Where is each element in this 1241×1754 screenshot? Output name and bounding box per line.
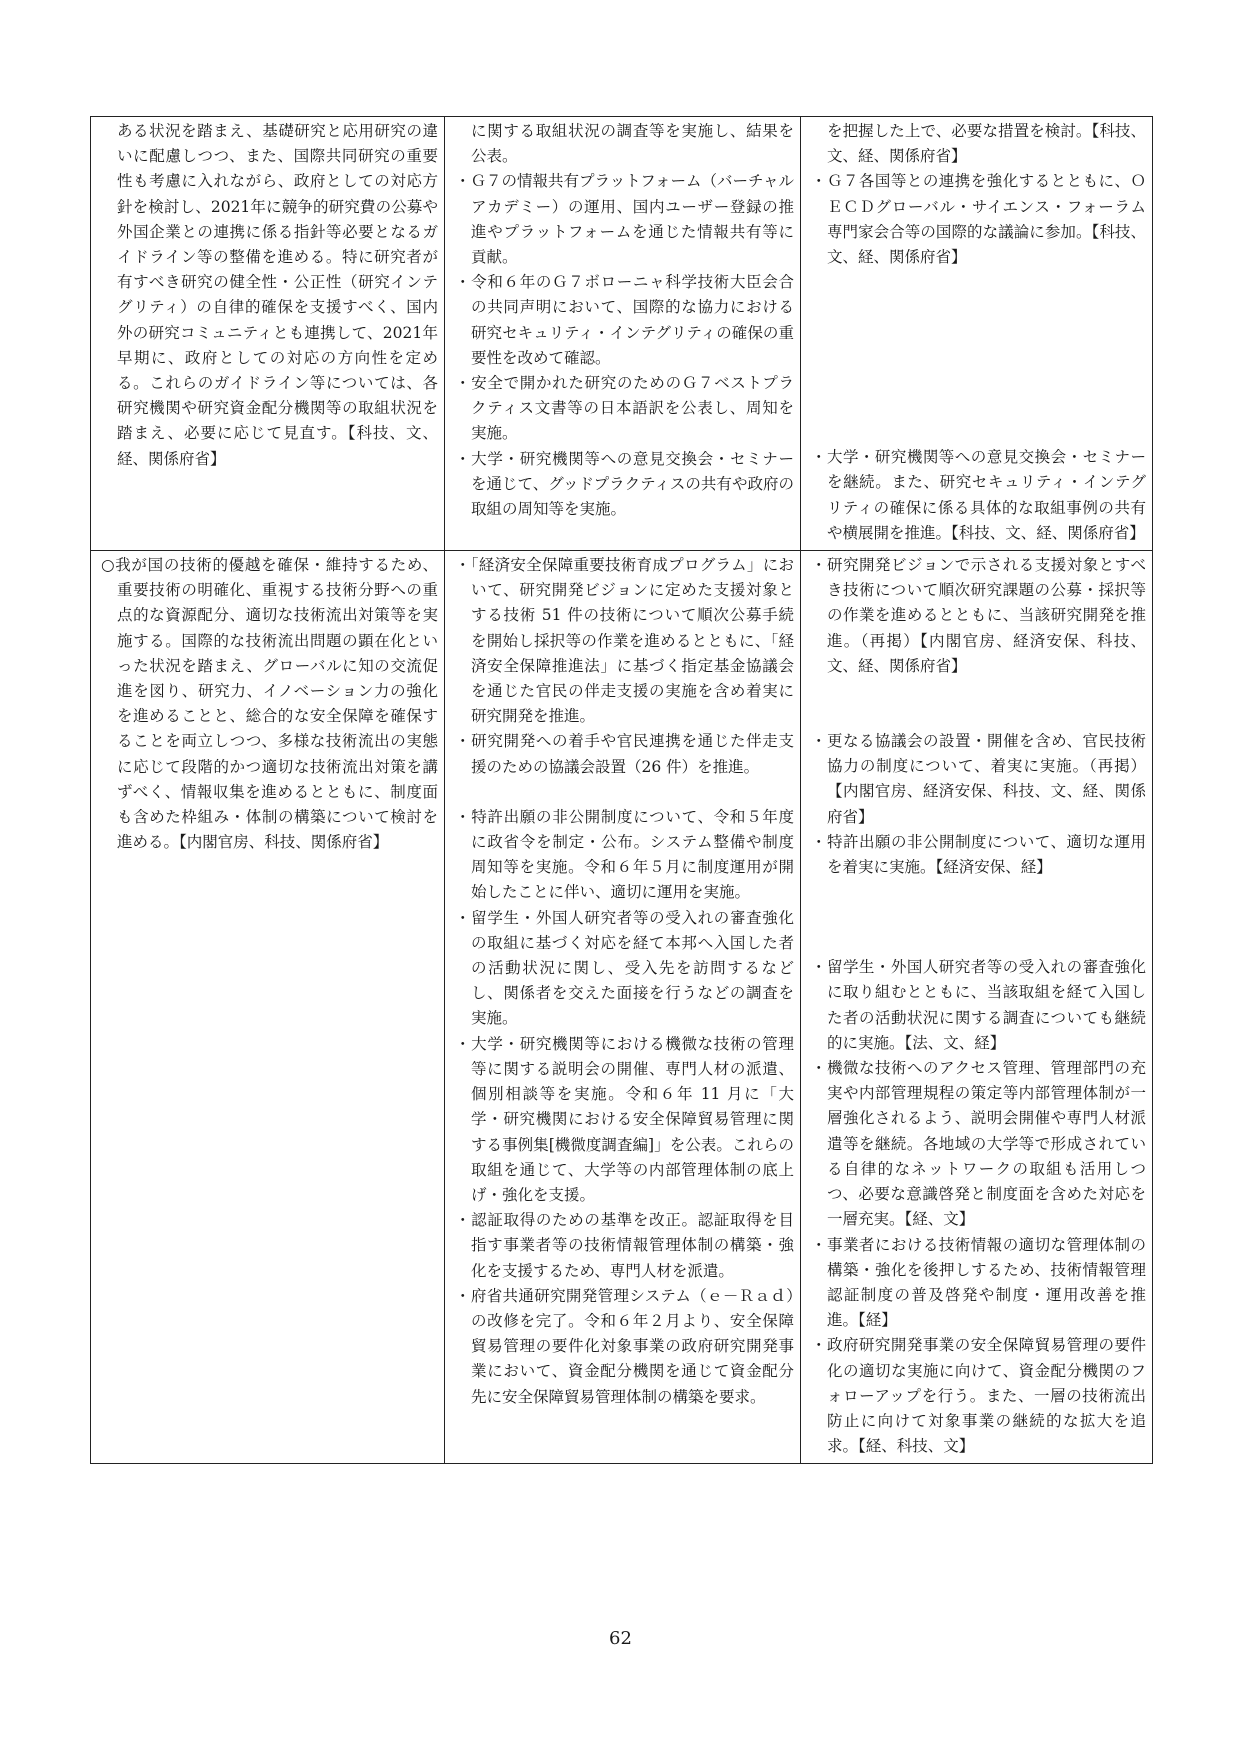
plan-item: ・大学・研究機関等への意見交換会・セミナーを継続。また、研究セキュリティ・インテグリティの確保に係る具体的な取組事例の共有や横展開を推進。【科技、文、経、関係府省】 xyxy=(811,448,1146,542)
progress-item: ・研究開発への着手や官民連携を通じた伴走支援のための協議会設置（26 件）を推進。 xyxy=(455,732,794,776)
measures-table xyxy=(90,116,1153,1464)
policy-text: ある状況を踏まえ、基礎研究と応用研究の違いに配慮しつつ、また、国際共同研究の重要性も考慮に入れながら、政府としての対応方針を検討し、2021年に競争的研究費の公募や外国企業との連携に係る指針等必要となるガイドライン等の整備を進める。特に研究者が有すべき研究の健全性・公正性（研究インテグリティ）の自律的確保を支援すべく、国内外の研究コミュニティとも連携して、2021年早期に、政府としての対応の方向性を定める。これらのガイドライン等については、各研究機関や研究資金配分機関等の取組状況を踏まえ、必要に応じて見直す。【科技、文、経、関係府省】 xyxy=(117,122,438,468)
progress-item: ・安全で開かれた研究のためのＧ７ベストプラクティス文書等の日本語訳を公表し、周知を実施。 xyxy=(455,374,794,443)
plan-item: ・特許出願の非公開制度について、適切な運用を着実に実施。【経済安保、経】 xyxy=(811,832,1146,877)
progress-cell xyxy=(445,551,801,1464)
plan-item: ・研究開発ビジョンで示される支援対象とすべき技術について順次研究課題の公募・採択等の作業を進めるとともに、当該研究開発を推進。（再掲）【内閣官房、経済安保、科技、文、経、関係府省】 xyxy=(811,556,1146,675)
plan-item: ・更なる協議会の設置・開催を含め、官民技術協力の制度について、着実に実施。（再掲）【内閣官房、経済安保、科技、文、経、関係府省】 xyxy=(811,732,1146,826)
plan-item: ・Ｇ７各国等との連携を強化するとともに、ＯＥＣＤグローバル・サイエンス・フォーラム専門家会合等の国際的な議論に参加。【科技、文、経、関係府省】 xyxy=(811,172,1146,267)
policy-cell xyxy=(91,551,445,1464)
progress-item: ・令和６年のＧ７ボローニャ科学技術大臣会合の共同声明において、国際的な協力における研究セキュリティ・インテグリティの確保の重要性を改めて確認。 xyxy=(455,273,794,367)
progress-item: ・認証取得のための基準を改正。認証取得を目指す事業者等の技術情報管理体制の構築・強化を支援するため、専門人材を派遣。 xyxy=(455,1211,794,1280)
progress-item: ・特許出願の非公開制度について、令和５年度に政省令を制定・公布。システム整備や制度周知等を実施。令和６年５月に制度運用が開始したことに伴い、適切に運用を実施。 xyxy=(455,807,794,902)
plan-cell xyxy=(801,551,1153,1464)
progress-item: ・「経済安全保障重要技術育成プログラム」において、研究開発ビジョンに定めた支援対象とする技術 51 件の技術について順次公募手続を開始し採択等の作業を進めるとともに、「経済安全保障推進法」に基づく指定基金協議会を通じた官民の伴走支援の実施を含め着実に研究開発を推進。 xyxy=(455,556,794,726)
progress-item: ・大学・研究機関等における機微な技術の管理等に関する説明会の開催、専門人材の派遣、個別相談等を実施。令和６年 11 月に「大学・研究機関における安全保障貿易管理に関する事例集[機微度調査編]」を公表。これらの取組を通じて、大学等の内部管理体制の底上げ・強化を支援。 xyxy=(455,1034,794,1204)
progress-item: ・府省共通研究開発管理システム（ｅ－Ｒａｄ）の改修を完了。令和６年２月より、安全保障貿易管理の要件化対象事業の政府研究開発事業において、資金配分機関を通じて資金配分先に安全保障貿易管理体制の構築を要求。 xyxy=(455,1286,794,1406)
page-number: 62 xyxy=(609,1628,632,1649)
progress-item: ・Ｇ７の情報共有プラットフォーム（バーチャルアカデミー）の運用、国内ユーザー登録の推進やプラットフォームを通じた情報共有等に貢献。 xyxy=(455,172,794,267)
progress-item: に関する取組状況の調査等を実施し、結果を公表。 xyxy=(471,122,794,166)
progress-cell xyxy=(445,117,801,551)
table-row xyxy=(91,117,1153,551)
progress-item: ・大学・研究機関等への意見交換会・セミナーを通じて、グッドプラクティスの共有や政府の取組の周知等を実施。 xyxy=(455,449,794,519)
progress-item: ・留学生・外国人研究者等の受入れの審査強化の取組に基づく対応を経て本邦へ入国した者の活動状況に関し、受入先を訪問するなどし、関係者を交えた面接を行うなどの調査を実施。 xyxy=(455,908,794,1028)
plan-item: ・事業者における技術情報の適切な管理体制の構築・強化を後押しするため、技術情報管理認証制度の普及啓発や制度・運用改善を推進。【経】 xyxy=(811,1235,1146,1330)
plan-item: ・機微な技術へのアクセス管理、管理部門の充実や内部管理規程の策定等内部管理体制が一層強化されるよう、説明会開催や専門人材派遣等を継続。各地域の大学等で形成されている自律的なネットワークの取組も活用しつつ、必要な意識啓発と制度面を含めた対応を一層充実。【経、文】 xyxy=(811,1059,1146,1229)
policy-text: ○我が国の技術的優越を確保・維持するため、重要技術の明確化、重視する技術分野への重点的な資源配分、適切な技術流出対策等を実施する。国際的な技術流出問題の顕在化といった状況を踏まえ、グローバルに知の交流促進を図り、研究力、イノベーション力の強化を進めることと、総合的な安全保障を確保することを両立しつつ、多様な技術流出の実態に応じて段階的かつ適切な技術流出対策を講ずべく、情報収集を進めるとともに、制度面も含めた枠組み・体制の構築について検討を進める。【内閣官房、科技、関係府省】 xyxy=(101,556,438,852)
policy-cell xyxy=(91,117,445,551)
plan-item: ・政府研究開発事業の安全保障貿易管理の要件化の適切な実施に向けて、資金配分機関のフォローアップを行う。また、一層の技術流出防止に向けて対象事業の継続的な拡大を追求。【経、科技、文】 xyxy=(811,1336,1146,1456)
table-row xyxy=(91,551,1153,1464)
plan-item: ・留学生・外国人研究者等の受入れの審査強化に取り組むとともに、当該取組を経て入国した者の活動状況に関する調査についても継続的に実施。【法、文、経】 xyxy=(811,958,1146,1052)
plan-cell xyxy=(801,117,1153,551)
plan-item: を把握した上で、必要な措置を検討。【科技、文、経、関係府省】 xyxy=(827,122,1146,166)
